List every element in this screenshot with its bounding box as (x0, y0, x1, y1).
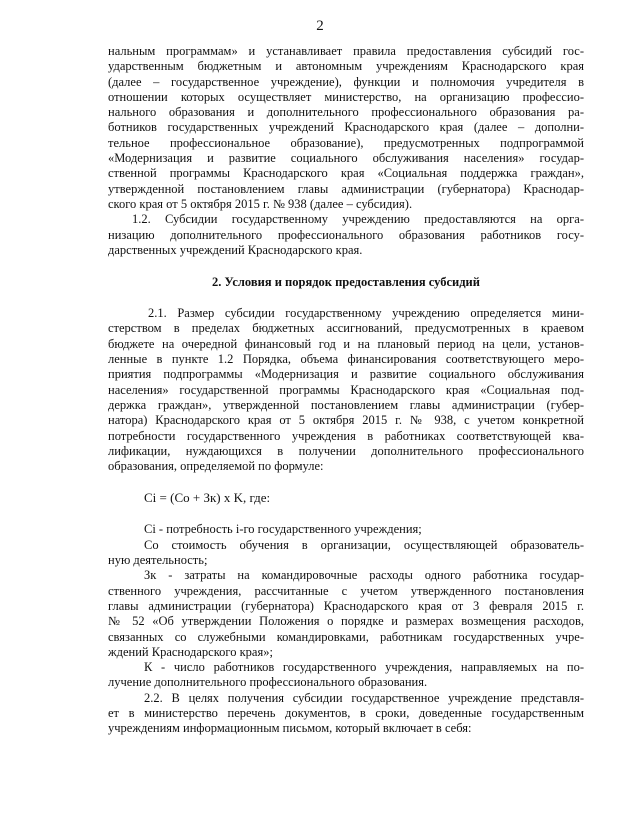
text-line: связанных со служебными командировками, работникам государственных учре- (108, 629, 584, 644)
text-line: нального образования и дополнительного профессионального образования ра- (108, 105, 584, 120)
text-line: стерством в пределах бюджетных ассигнований, предусмотренных в краевом (108, 321, 584, 336)
text-line: ет в министерство перечень документов, в сроки, доведенные государственным (108, 705, 584, 720)
section-2-heading: 2. Условия и порядок предоставления субсидий (212, 275, 480, 290)
text-line: низацию дополнительного профессионального образования работников госу- (108, 227, 584, 242)
text-line: «Модернизация и развитие социального обслуживания населения» государ- (108, 151, 584, 166)
text-line: дарственных учреждений Краснодарского края. (108, 242, 363, 257)
text-line: нальным программам» и устанавливает правила предоставления субсидий гос- (108, 44, 584, 58)
paragraph-1-1-continued (108, 44, 584, 212)
text-line: держка граждан», утвержденной постановлением главы администрации (губер- (108, 397, 584, 412)
text-line: ждений Краснодарского края»; (108, 644, 273, 659)
text-line: приятия подпрограммы «Модернизация и развитие социального обслуживания (108, 367, 584, 382)
text-line: Co стоимость обучения в организации, осуществляющей образователь- (144, 537, 584, 552)
text-line: К - число работников государственного учреждения, направляемых на по- (144, 660, 584, 675)
text-line: потребности государственного учреждения в работниках соответствующей ква- (108, 428, 584, 443)
text-line: образования, определяемой по формуле: (108, 459, 324, 474)
page-number: 2 (316, 18, 324, 34)
definition-k (108, 660, 584, 691)
text-line: ную деятельность; (108, 553, 208, 568)
text-line: Зк - затраты на командировочные расходы одного работника государ- (144, 568, 584, 583)
text-line: натора) Краснодарского края от 5 октября 2015 г. № 938, с учетом конкретной (108, 413, 584, 428)
text-line: № 52 «Об утверждении Положения о порядке и размерах возмещения расходов, (108, 614, 584, 629)
text-line: лификации, нуждающихся в получении дополнительного профессионального (108, 443, 584, 458)
definition-ci (108, 522, 584, 537)
paragraph-2-1 (108, 306, 584, 474)
text-line: ботников государственных учреждений Краснодарского края (далее – дополни- (108, 120, 584, 135)
text-line: 2.1. Размер субсидии государственному учреждению определяется мини- (148, 306, 584, 321)
text-line: населения» государственной программы Краснодарского края «Социальная под- (108, 382, 584, 397)
formula: Ci = (Co + Зк) x K, где: (144, 490, 271, 506)
text-line: ленные в пункте 1.2 Порядка, объема финансирования соответствующего меро- (108, 352, 584, 367)
text-line: отношении которых осуществляет министерство, на организацию профессио- (108, 89, 584, 104)
text-line: бюджете на очередной финансовый год и на плановый период на цели, установ- (108, 336, 584, 351)
text-line: главы администрации (губернатора) Краснодарского края от 3 февраля 2015 г. (108, 598, 584, 613)
text-line: ственной программы Краснодарского края «Социальная поддержка граждан», (108, 166, 584, 181)
text-line: учреждениям информационным письмом, который включает в себя: (108, 721, 472, 736)
definition-zk (108, 568, 584, 660)
text-line: утвержденной постановлением главы администрации (губернатора) Краснодар- (108, 181, 584, 196)
text-line: 2.2. В целях получения субсидии государственное учреждение представля- (144, 690, 584, 705)
text-line: Ci - потребность i-го государственного учреждения; (144, 522, 422, 537)
document-body (108, 44, 584, 737)
paragraph-1-2 (108, 212, 584, 258)
text-line: 1.2. Субсидии государственному учреждению предоставляются на орга- (132, 212, 584, 227)
definition-co (108, 538, 584, 569)
text-line: ского края от 5 октября 2015 г. № 938 (далее – субсидия). (108, 196, 413, 211)
text-line: ственного учреждения, рассчитанные с учетом утвержденного постановления (108, 583, 584, 598)
paragraph-2-2 (108, 691, 584, 737)
text-line: лучение дополнительного профессионального образования. (108, 675, 428, 690)
text-line: тельное профессиональное образование), предусмотренных подпрограммой (108, 135, 584, 150)
text-line: ударственным бюджетным и автономным учреждениям Краснодарского края (108, 59, 584, 74)
text-line: (далее – государственное учреждение), функции и полномочия учредителя в (108, 74, 584, 89)
